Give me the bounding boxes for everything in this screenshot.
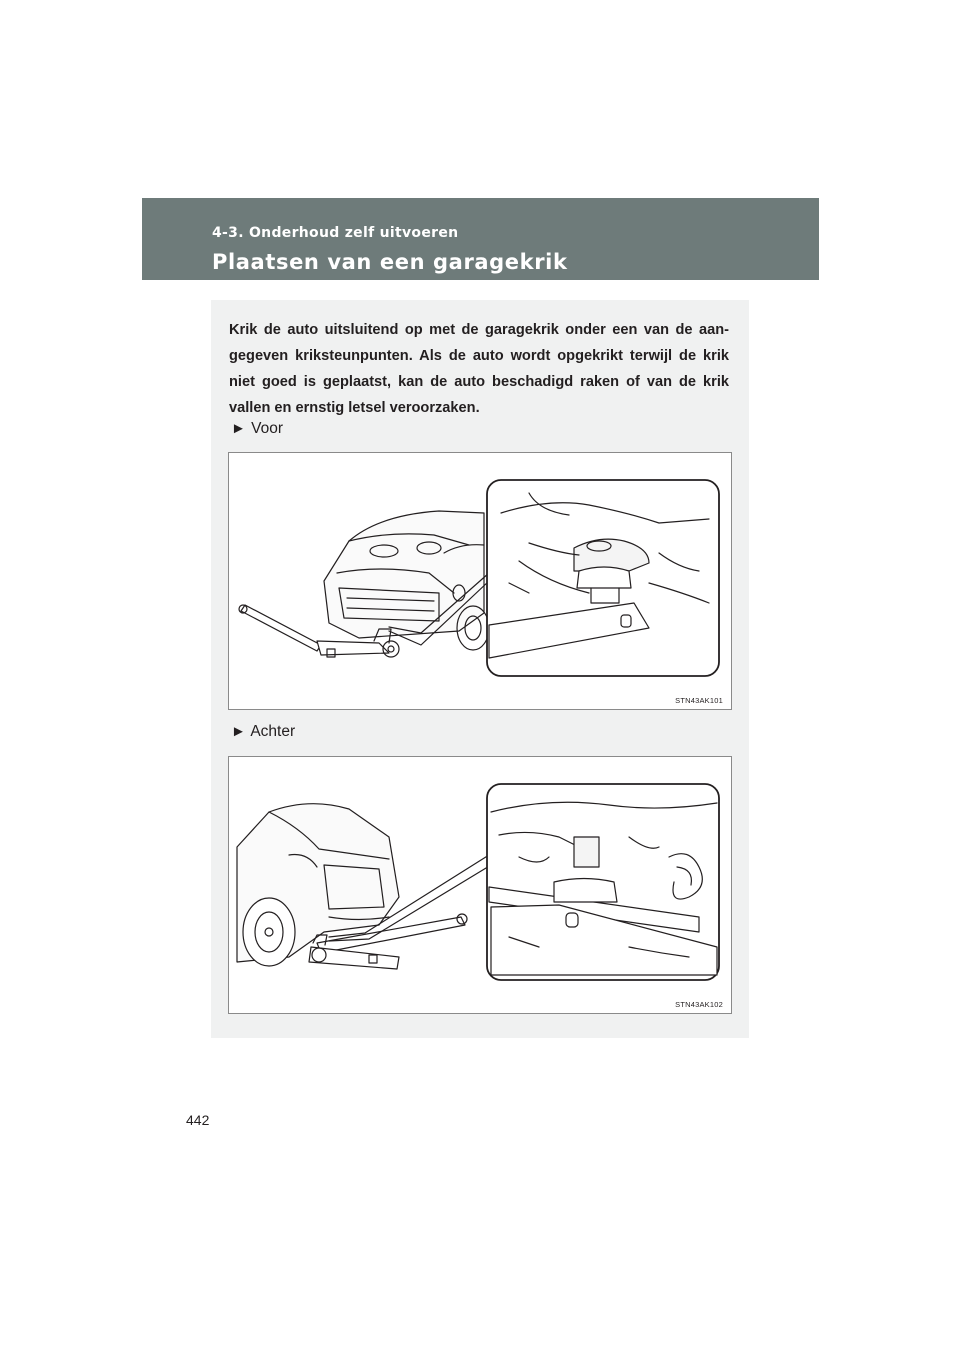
figure-rear-jack-point: [228, 756, 732, 1014]
page-title: Plaatsen van een garagekrik: [212, 250, 568, 274]
sublabel-front-text: Voor: [251, 420, 284, 437]
front-jack-illustration: [229, 453, 732, 710]
page-number: 442: [186, 1112, 210, 1128]
figure-code: STN43AK101: [675, 696, 723, 705]
section-header: [142, 198, 819, 280]
sublabel-rear: [231, 723, 295, 741]
warning-box: [211, 300, 749, 1038]
figure-code: STN43AK102: [675, 1000, 723, 1009]
section-label: 4-3. Onderhoud zelf uitvoeren: [212, 225, 459, 241]
figure-front-jack-point: [228, 452, 732, 710]
sublabel-front: [231, 420, 283, 438]
triangle-marker-icon: ►: [231, 723, 246, 740]
sublabel-rear-text: Achter: [250, 723, 296, 740]
rear-jack-illustration: [229, 757, 732, 1014]
warning-text: Krik de auto uitsluitend op met de garagekrik onder een van de aan- gegeven kriksteunpunten. Als de auto wordt opgekrikt terwijl de krik niet goed is geplaatst, kan de auto beschadigd raken of van de krik vallen en ernstig letsel veroorzaken.: [229, 322, 729, 416]
triangle-marker-icon: ►: [231, 420, 246, 437]
